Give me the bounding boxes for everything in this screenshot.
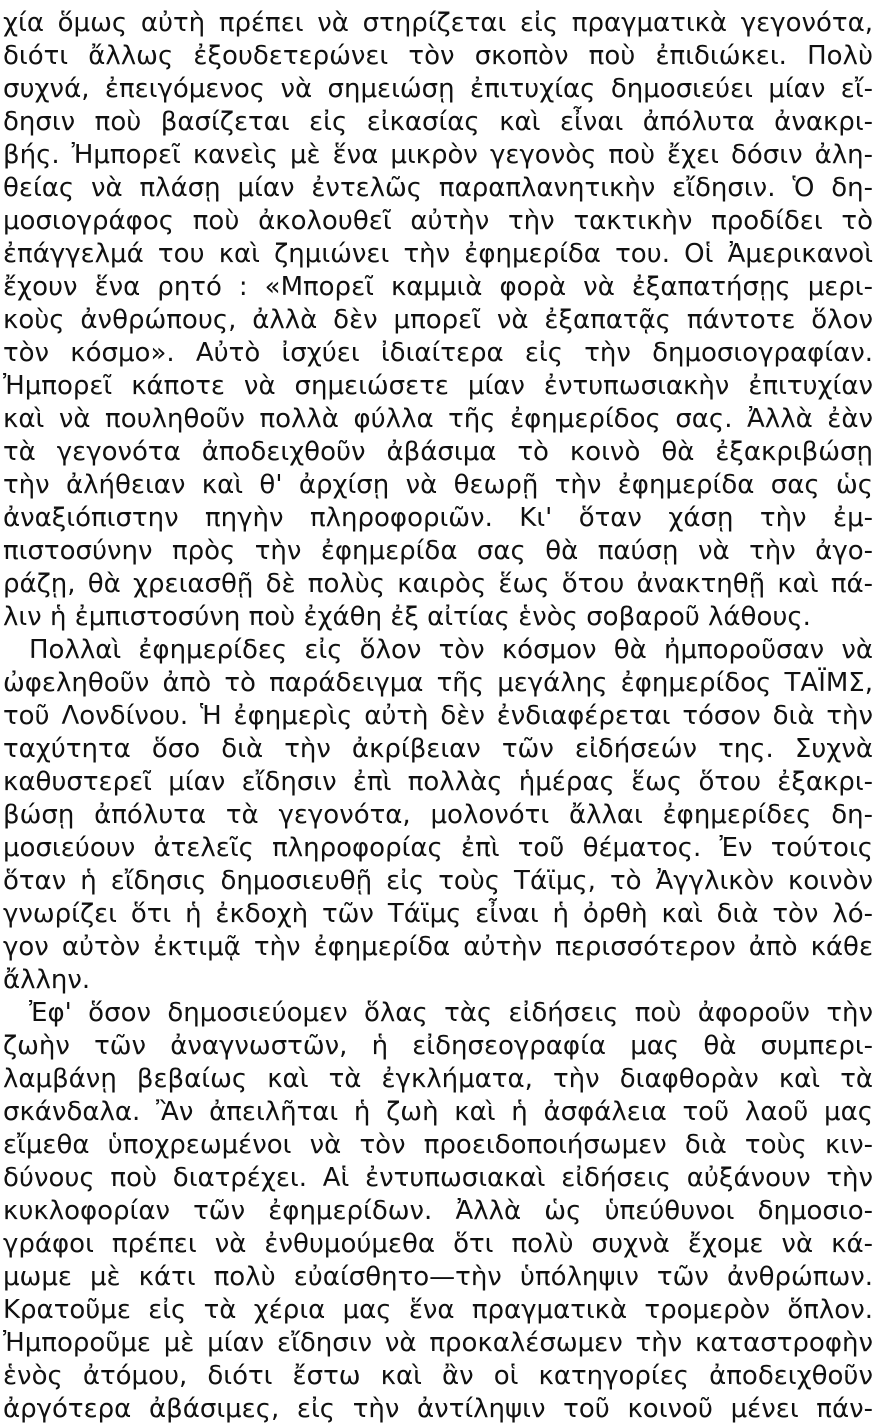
text-line: διότι ἄλλως ἐξουδετερώνει τὸν σκοπὸν ποὺ ἐπιδιώκει. Πολὺ	[3, 41, 873, 71]
text-line: τοῦ Λονδίνου. Ἡ ἐφημερὶς αὐτὴ δὲν ἐνδιαφέρεται τόσον διὰ τὴν	[3, 701, 873, 731]
text-line: δύνους ποὺ διατρέχει. Αἱ ἐντυπωσιακαὶ εἰδήσεις αὐξάνουν τὴν	[3, 1163, 873, 1193]
text-line: δησιν ποὺ βασίζεται εἰς εἰκασίας καὶ εἶναι ἀπόλυτα ἀνακρι-	[3, 107, 873, 137]
text-line: ἐπάγγελμά του καὶ ζημιώνει τὴν ἐφημερίδα του. Οἱ Ἀμερικανοὶ	[3, 239, 873, 269]
text-line: ἔχουν ἕνα ρητό : «Μπορεῖ καμμιὰ φορὰ νὰ ἐξαπατήσῃς μερι-	[3, 272, 873, 302]
text-line: ἑνὸς ἀτόμου, διότι ἔστω καὶ ἂν οἱ κατηγορίες ἀποδειχθοῦν	[3, 1361, 873, 1391]
text-line: ράζῃ, θὰ χρειασθῇ δὲ πολὺς καιρὸς ἕως ὅτου ἀνακτηθῇ καὶ πά-	[3, 569, 873, 599]
text-line: κοὺς ἀνθρώπους, ἀλλὰ δὲν μπορεῖ νὰ ἐξαπατᾷς πάντοτε ὅλον	[3, 305, 873, 335]
text-line: γον αὐτὸν ἐκτιμᾷ τὴν ἐφημερίδα αὐτὴν περισσότερον ἀπὸ κάθε	[3, 932, 873, 962]
text-line: ὠφεληθοῦν ἀπὸ τὸ παράδειγμα τῆς μεγάλης ἐφημερίδος ΤΑΪΜΣ,	[3, 668, 873, 698]
text-line: λαμβάνῃ βεβαίως καὶ τὰ ἐγκλήματα, τὴν διαφθορὰν καὶ τὰ	[3, 1064, 873, 1094]
text-line: Ἠμπορεῖ κάποτε νὰ σημειώσετε μίαν ἐντυπωσιακὴν ἐπιτυχίαν	[3, 371, 873, 401]
text-line: Ἠμποροῦμε μὲ μίαν εἴδησιν νὰ προκαλέσωμεν τὴν καταστροφὴν	[3, 1328, 873, 1358]
text-line: μοσιογράφος ποὺ ἀκολουθεῖ αὐτὴν τὴν τακτικὴν προδίδει τὸ	[3, 206, 873, 236]
paragraph-first-line: Πολλαὶ ἐφημερίδες εἰς ὅλον τὸν κόσμον θὰ ἠμποροῦσαν νὰ	[29, 635, 873, 665]
text-line: εἴμεθα ὑποχρεωμένοι νὰ τὸν προειδοποιήσωμεν διὰ τοὺς κιν-	[3, 1130, 873, 1160]
text-line: τὴν ἀλήθειαν καὶ θ' ἀρχίσῃ νὰ θεωρῇ τὴν ἐφημερίδα σας ὡς	[3, 470, 873, 500]
text-line: ζωὴν τῶν ἀναγνωστῶν, ἡ εἰδησεογραφία μας θὰ συμπερι-	[3, 1031, 873, 1061]
text-line: μοσιεύουν ἀτελεῖς πληροφορίας ἐπὶ τοῦ θέματος. Ἐν τούτοις	[3, 833, 873, 863]
text-line: χία ὅμως αὐτὴ πρέπει νὰ στηρίζεται εἰς πραγματικὰ γεγονότα,	[3, 8, 873, 38]
text-line: τὸν κόσμο». Αὐτὸ ἰσχύει ἰδιαίτερα εἰς τὴν δημοσιογραφίαν.	[3, 338, 873, 368]
text-line: σκάνδαλα. Ἂν ἀπειλῆται ἡ ζωὴ καὶ ἡ ἀσφάλεια τοῦ λαοῦ μας	[3, 1097, 873, 1127]
text-line: συχνά, ἐπειγόμενος νὰ σημειώσῃ ἐπιτυχίας δημοσιεύει μίαν εἴ-	[3, 74, 873, 104]
text-line: βώσῃ ἀπόλυτα τὰ γεγονότα, μολονότι ἄλλαι ἐφημερίδες δη-	[3, 800, 873, 830]
paragraph-first-line: Ἐφ' ὅσον δημοσιεύομεν ὅλας τὰς εἰδήσεις ποὺ ἀφοροῦν τὴν	[29, 998, 873, 1028]
text-line: γνωρίζει ὅτι ἡ ἐκδοχὴ τῶν Τάϊμς εἶναι ἡ ὀρθὴ καὶ διὰ τὸν λό-	[3, 899, 873, 929]
text-line: πιστοσύνην πρὸς τὴν ἐφημερίδα σας θὰ παύσῃ νὰ τὴν ἀγο-	[3, 536, 873, 566]
text-line: ἀργότερα ἀβάσιμες, εἰς τὴν ἀντίληψιν τοῦ κοινοῦ μένει πάν-	[3, 1394, 873, 1424]
paragraph-last-line: λιν ἡ ἐμπιστοσύνη ποὺ ἐχάθη ἐξ αἰτίας ἑνὸς σοβαροῦ λάθους.	[3, 602, 811, 632]
text-line: βής. Ἠμπορεῖ κανεὶς μὲ ἕνα μικρὸν γεγονὸς ποὺ ἔχει δόσιν ἀλη-	[3, 140, 873, 170]
text-line: ὅταν ἡ εἴδησις δημοσιευθῇ εἰς τοὺς Τάϊμς, τὸ Ἀγγλικὸν κοινὸν	[3, 866, 873, 896]
text-line: ταχύτητα ὅσο διὰ τὴν ἀκρίβειαν τῶν εἰδήσεών της. Συχνὰ	[3, 734, 873, 764]
text-line: θείας νὰ πλάσῃ μίαν ἐντελῶς παραπλανητικὴν εἴδησιν. Ὁ δη-	[3, 173, 873, 203]
text-line: ἀναξιόπιστην πηγὴν πληροφοριῶν. Κι' ὅταν χάσῃ τὴν ἐμ-	[3, 503, 873, 533]
text-line: καὶ νὰ πουληθοῦν πολλὰ φύλλα τῆς ἐφημερίδος σας. Ἀλλὰ ἐὰν	[3, 404, 873, 434]
text-line: μωμε μὲ κάτι πολὺ εὐαίσθητο—τὴν ὑπόληψιν τῶν ἀνθρώπων.	[3, 1262, 873, 1292]
text-line: γράφοι πρέπει νὰ ἐνθυμούμεθα ὅτι πολὺ συχνὰ ἔχομε νὰ κά-	[3, 1229, 873, 1259]
paragraph-last-line: ἄλλην.	[3, 965, 91, 995]
text-line: Κρατοῦμε εἰς τὰ χέρια μας ἕνα πραγματικὰ τρομερὸν ὅπλον.	[3, 1295, 873, 1325]
text-line: κυκλοφορίαν τῶν ἐφημερίδων. Ἀλλὰ ὡς ὑπεύθυνοι δημοσιο-	[3, 1196, 873, 1226]
text-line: τὰ γεγονότα ἀποδειχθοῦν ἀβάσιμα τὸ κοινὸ θὰ ἐξακριβώσῃ	[3, 437, 873, 467]
text-line: καθυστερεῖ μίαν εἴδησιν ἐπὶ πολλὰς ἡμέρας ἕως ὅτου ἐξακρι-	[3, 767, 873, 797]
